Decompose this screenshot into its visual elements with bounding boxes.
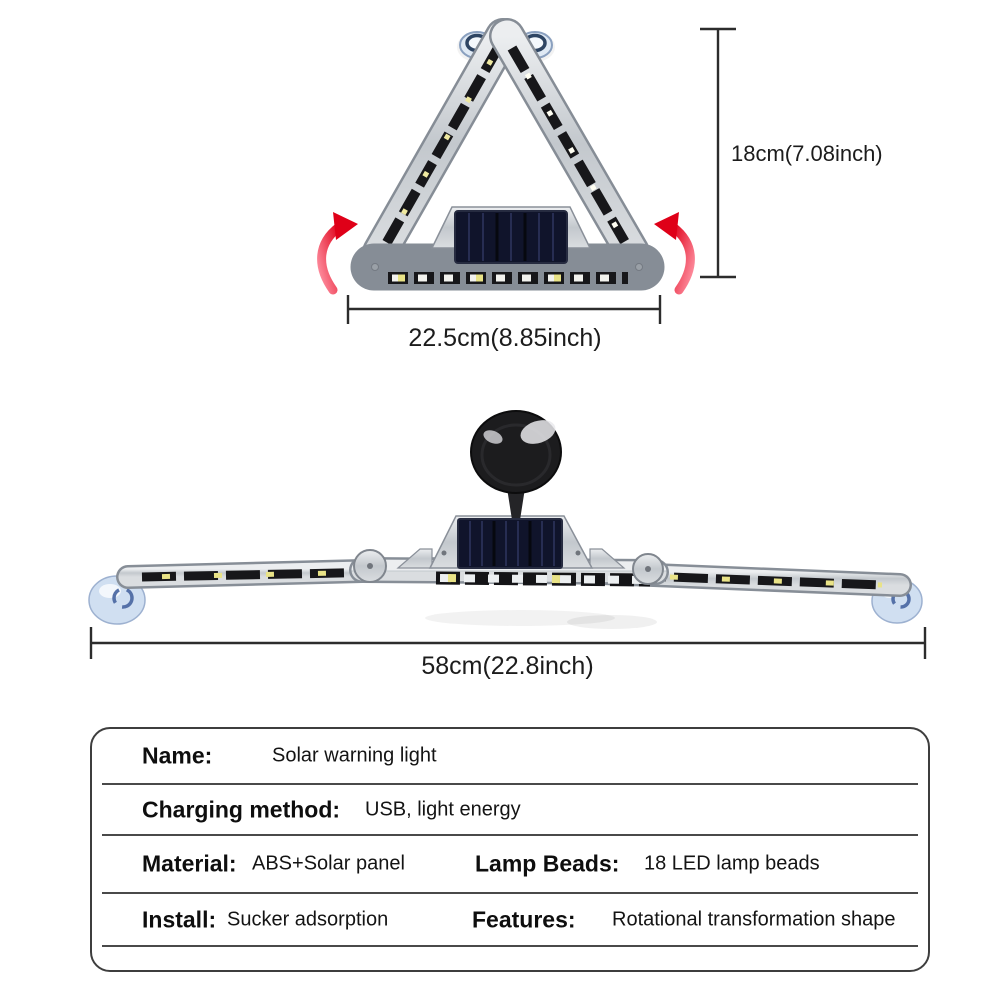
spec-row-name	[102, 729, 918, 785]
triangle-light-image	[372, 32, 643, 278]
bar-light-image	[89, 411, 922, 629]
spec-label: Name:	[142, 742, 213, 769]
bar-width-label: 58cm(22.8inch)	[421, 652, 594, 680]
spec-value: USB, light energy	[365, 798, 521, 820]
spec-label: Features:	[472, 906, 576, 932]
spec-label: Material:	[142, 850, 237, 877]
solar-panel	[455, 211, 567, 263]
spec-value: ABS+Solar panel	[252, 852, 405, 875]
triangle-height-label: 18cm(7.08inch)	[731, 141, 883, 166]
spec-label: Install:	[142, 906, 217, 932]
spec-row-material-lampbeads	[102, 836, 918, 894]
dimension-line-triangle-width	[348, 295, 660, 324]
spec-row-charging	[102, 785, 918, 836]
solar-panel	[458, 519, 562, 568]
spec-row-install-features	[102, 894, 918, 947]
spec-value: 18 LED lamp beads	[644, 852, 820, 875]
spec-label: Charging method:	[142, 796, 341, 822]
round-suction-mount-icon	[471, 411, 561, 520]
triangle-width-label: 22.5cm(8.85inch)	[408, 324, 602, 352]
rotation-arrow-left-icon	[322, 212, 358, 290]
spec-value: Solar warning light	[272, 744, 437, 767]
spec-label: Lamp Beads:	[475, 850, 620, 877]
spec-value: Rotational transformation shape	[612, 908, 896, 930]
spec-value: Sucker adsorption	[227, 908, 389, 930]
spec-table	[90, 727, 930, 972]
